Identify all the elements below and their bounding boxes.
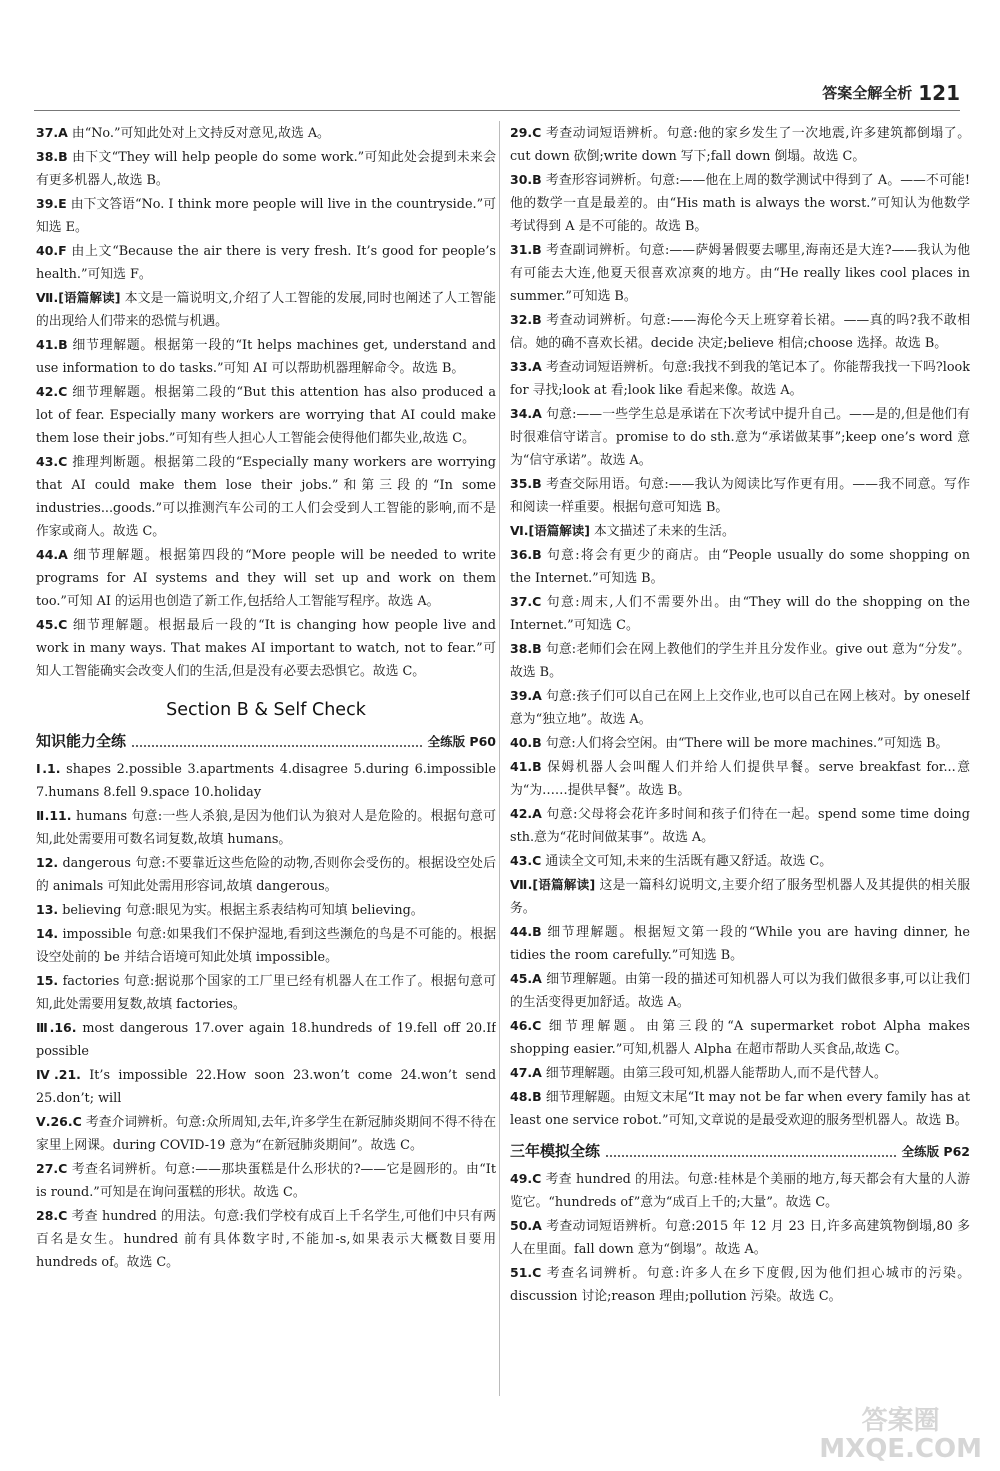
header-brand: 答案全解全析 (822, 84, 913, 102)
answer-explanation: 本文是一篇说明文,介绍了人工智能的发展,同时也阐述了人工智能的出现给人们带来的恐慌与机遇。 (36, 291, 496, 329)
answer-number: 37.C (510, 594, 542, 609)
answer-item (510, 168, 970, 238)
answer-number: 43.C (510, 853, 542, 868)
answer-item (36, 380, 496, 450)
page-number: 121 (918, 81, 960, 105)
answer-explanation: 考查 hundred 的用法。句意:桂林是个美丽的地方,每天都会有大量的人游览它。“hundreds of”意为“成百上千的;大量”。故选 C。 (510, 1172, 970, 1210)
answer-explanation: 推理判断题。根据第二段的“Especially many workers are worrying that AI could make them lose their jobs.”和第三段的“In some industries...goods.”可以推测汽车公司的工人们会受到人工智能的影响,而不是作家或商人。故选 C。 (36, 455, 496, 539)
section-bar-three-year (510, 1140, 970, 1163)
answer-number: 35.B (510, 476, 542, 491)
answer-number: 36.B (510, 547, 542, 562)
answer-number: Ⅶ.[语篇解读] (510, 877, 596, 892)
left-answer-list (36, 121, 496, 683)
answer-explanation: 通读全文可知,未来的生活既有趣又舒适。故选 C。 (541, 854, 833, 869)
answer-item (36, 543, 496, 613)
answer-explanation: 考查动词短语辨析。句意:他的家乡发生了一次地震,许多建筑都倒塌了。cut down 砍倒;write down 写下;fall down 倒塌。故选 C。 (510, 126, 970, 164)
answer-number: 13. (36, 902, 59, 917)
bar-reference: 全练版 P62 (901, 1144, 970, 1159)
answer-number: Ⅳ.21. (36, 1067, 81, 1082)
answer-number: 39.A (510, 688, 542, 703)
answer-number: 32.B (510, 312, 542, 327)
answer-number: 31.B (510, 242, 542, 257)
answer-explanation: 句意:周末,人们不需要外出。由“They will do the shopping on the Internet.”可知选 C。 (510, 595, 970, 633)
answer-explanation: 句意:将会有更少的商店。由“People usually do some shopping on the Internet.”可知选 B。 (510, 548, 970, 586)
answer-explanation: 考查形容词辨析。句意:——他在上周的数学测试中得到了 A。——不可能!他的数学一直是最差的。由“His math is always the worst.”可知认为他数学考试得到 A 是不可能的。故选 B。 (510, 173, 970, 234)
answer-number: Ⅲ.16. (36, 1020, 77, 1035)
answer-item (510, 1261, 970, 1308)
answer-number: 38.B (36, 149, 68, 164)
answer-explanation: 由“No.”可知此处对上文持反对意见,故选 A。 (67, 126, 330, 141)
answer-number: 42.C (36, 384, 68, 399)
answer-item (36, 333, 496, 380)
dotted-leader (132, 745, 422, 747)
answer-number: 44.A (36, 547, 68, 562)
answer-item (36, 145, 496, 192)
answer-number: Ⅵ.[语篇解读] (510, 523, 590, 538)
answer-explanation: 细节理解题。根据第一段的“It helps machines get, understand and use information to do tasks.”可知 AI 可以帮助机器理解命令。故选 B。 (36, 338, 496, 376)
answer-number: 50.A (510, 1218, 542, 1233)
answer-item (510, 121, 970, 168)
answer-number: 40.F (36, 243, 67, 258)
answer-item (36, 1157, 496, 1204)
answer-explanation: 考查名词辨析。句意:许多人在乡下度假,因为他们担心城市的污染。discussion 讨论;reason 理由;pollution 污染。故选 C。 (510, 1266, 970, 1304)
answer-item (510, 684, 970, 731)
answer-item (510, 238, 970, 308)
answer-explanation: 考查 hundred 的用法。句意:我们学校有成百上千名学生,可他们中只有两百名是女生。hundred 前有具体数字时,不能加-s,如果表示大概数目要用 hundreds of。故选 C。 (36, 1209, 496, 1270)
answer-item (510, 755, 970, 802)
answer-item (510, 1061, 970, 1085)
right-column (510, 121, 970, 1396)
answer-item (510, 1014, 970, 1061)
page-header (822, 82, 960, 105)
answer-explanation: 句意:老师们会在网上教他们的学生并且分发作业。give out 意为“分发”。故选 B。 (510, 642, 970, 680)
answer-explanation: 这是一篇科幻说明文,主要介绍了服务型机器人及其提供的相关服务。 (510, 878, 970, 916)
answer-explanation: 细节理解题。根据第二段的“But this attention has also produced a lot of fear. Especially many workers are worrying that AI could make them lose their jobs.”可知有些人担心人工智能会使得他们都失业,故选 C。 (36, 385, 496, 446)
right-answer-list-2 (510, 1167, 970, 1308)
answer-item (510, 802, 970, 849)
answer-explanation: 句意:父母将会花许多时间和孩子们待在一起。spend some time doing sth.意为“花时间做某事”。故选 A。 (510, 807, 970, 845)
answer-explanation: 细节理解题。由短文末尾“It may not be far when every family has at least one service robot.”可知,文章说的是最受欢迎的服务型机器人。故选 B。 (510, 1090, 970, 1128)
answer-explanation: 细节理解题。根据短文第一段的“While you are having dinner, he tidies the room carefully.”可知选 B。 (510, 925, 970, 963)
answer-item (36, 286, 496, 333)
answer-item (36, 922, 496, 969)
answer-explanation: 细节理解题。由第三段可知,机器人能帮助人,而不是代替人。 (541, 1066, 887, 1081)
answer-number: 48.B (510, 1089, 542, 1104)
answer-number: 47.A (510, 1065, 542, 1080)
answer-number: 39.E (36, 196, 67, 211)
answer-number: Ⅶ.[语篇解读] (36, 290, 121, 305)
answer-item (36, 757, 496, 804)
answer-number: 27.C (36, 1161, 68, 1176)
answer-number: 28.C (36, 1208, 68, 1223)
answer-item (510, 519, 970, 543)
header-rule (34, 110, 960, 111)
answer-explanation: 考查介词辨析。句意:众所周知,去年,许多学生在新冠肺炎期间不得不待在家里上网课。during COVID-19 意为“在新冠肺炎期间”。故选 C。 (36, 1115, 496, 1153)
answer-explanation: 考查副词辨析。句意:——萨姆暑假要去哪里,海南还是大连?——我认为他有可能去大连,他夏天很喜欢凉爽的地方。由“He really likes cool places in summer.”可知选 B。 (510, 243, 970, 304)
answer-explanation: humans 句意:一些人杀狼,是因为他们认为狼对人是危险的。根据句意可知,此处需要用可数名词复数,故填 humans。 (36, 809, 496, 847)
answer-explanation: 保姆机器人会叫醒人们并给人们提供早餐。serve breakfast for...意为“为……提供早餐”。故选 B。 (510, 760, 970, 798)
answer-explanation: believing 句意:眼见为实。根据主系表结构可知填 believing。 (58, 903, 424, 918)
answer-explanation: 考查动词短语辨析。句意:我找不到我的笔记本了。你能帮我找一下吗?look for 寻找;look at 看;look like 看起来像。故选 A。 (510, 360, 970, 398)
bar-reference: 全练版 P60 (427, 734, 496, 749)
column-divider (499, 121, 500, 1396)
answer-explanation: dangerous 句意:不要靠近这些危险的动物,否则你会受伤的。根据设空处后的 animals 可知此处需用形容词,故填 dangerous。 (36, 856, 496, 894)
answer-number: 12. (36, 855, 59, 870)
dotted-leader (606, 1155, 896, 1157)
answer-explanation: 句意:——一些学生总是承诺在下次考试中提升自己。——是的,但是他们有时很难信守诺言。promise to do sth.意为“承诺做某事”;keep one’s word 意为“信守承诺”。故选 A。 (510, 407, 970, 468)
answer-item (510, 849, 970, 873)
answer-number: 45.C (36, 617, 68, 632)
answer-explanation: It’s impossible 22.How soon 23.won’t come 24.won’t send 25.don’t; will (36, 1068, 496, 1106)
answer-item (36, 192, 496, 239)
left-answer-list-2 (36, 757, 496, 1274)
answer-item (510, 543, 970, 590)
watermark-logo (819, 1407, 982, 1463)
answer-item (510, 472, 970, 519)
answer-number: 30.B (510, 172, 542, 187)
answer-item (36, 613, 496, 683)
answer-explanation: 由下文答语“No. I think more people will live in the countryside.”可知选 E。 (36, 197, 496, 235)
answer-item (36, 1063, 496, 1110)
answer-number: 41.B (510, 759, 542, 774)
answer-item (36, 1110, 496, 1157)
answer-number: 15. (36, 973, 59, 988)
answer-item (510, 637, 970, 684)
answer-number: 29.C (510, 125, 542, 140)
answer-explanation: 考查交际用语。句意:——我认为阅读比写作更有用。——我不同意。写作和阅读一样重要。根据句意可知选 B。 (510, 477, 970, 515)
answer-item (36, 239, 496, 286)
answer-item (510, 1085, 970, 1132)
answer-number: 38.B (510, 641, 542, 656)
answer-item (510, 355, 970, 402)
answer-explanation: 考查名词辨析。句意:——那块蛋糕是什么形状的?——它是圆形的。由“It is round.”可知是在询问蛋糕的形状。故选 C。 (36, 1162, 496, 1200)
bar-label: 知识能力全练 (36, 732, 127, 750)
answer-explanation: 本文描述了未来的生活。 (589, 524, 735, 539)
answer-item (510, 967, 970, 1014)
answer-item (36, 804, 496, 851)
answer-number: 37.A (36, 125, 68, 140)
answer-item (36, 450, 496, 543)
answer-number: Ⅰ.1. (36, 761, 61, 776)
answer-item (510, 920, 970, 967)
answer-explanation: 细节理解题。由第一段的描述可知机器人可以为我们做很多事,可以让我们的生活变得更加舒适。故选 A。 (510, 972, 970, 1010)
answer-number: 40.B (510, 735, 542, 750)
answer-number: 14. (36, 926, 59, 941)
answer-explanation: most dangerous 17.over again 18.hundreds of 19.fell off 20.If possible (36, 1021, 496, 1059)
answer-number: 46.C (510, 1018, 542, 1033)
answer-explanation: 细节理解题。根据第四段的“More people will be needed to write programs for AI systems and they will set up and work on them too.”可知 AI 的运用也创造了新工作,包括给人工智能写程序。故选 A。 (36, 548, 496, 609)
watermark-line: MXQE.COM (819, 1434, 982, 1464)
answer-explanation: 由下文“They will help people do some work.”可知此处会提到未来会有更多机器人,故选 B。 (36, 150, 496, 188)
left-column (36, 121, 496, 1396)
answer-number: Ⅱ.11. (36, 808, 72, 823)
answer-explanation: 细节理解题。根据最后一段的“It is changing how people live and work in many ways. That makes AI important to watch, not to fear.”可知人工智能确实会改变人们的生活,但是没有必要去恐惧它。故选 C。 (36, 618, 496, 679)
answer-number: 34.A (510, 406, 542, 421)
answer-number: 41.B (36, 337, 68, 352)
answer-item (510, 731, 970, 755)
answer-number: 44.B (510, 924, 542, 939)
answer-explanation: factories 句意:据说那个国家的工厂里已经有机器人在工作了。根据句意可知,此处需要用复数,故填 factories。 (36, 974, 496, 1012)
section-bar-knowledge (36, 730, 496, 753)
answer-explanation: 由上文“Because the air there is very fresh. It’s good for people’s health.”可知选 F。 (36, 244, 496, 282)
answer-number: 42.A (510, 806, 542, 821)
right-answer-list (510, 121, 970, 1132)
answer-explanation: 句意:人们将会空闲。由“There will be more machines.”可知选 B。 (541, 736, 949, 751)
answer-item (36, 1016, 496, 1063)
answer-explanation: 句意:孩子们可以自己在网上上交作业,也可以自己在网上核对。by oneself 意为“独立地”。故选 A。 (510, 689, 970, 727)
answer-explanation: impossible 句意:如果我们不保护湿地,看到这些濒危的鸟是不可能的。根据设空处前的 be 并结合语境可知此处填 impossible。 (36, 927, 496, 965)
watermark-line: 答案圈 (861, 1406, 940, 1436)
answer-explanation: 考查动词辨析。句意:——海伦今天上班穿着长裙。——真的吗?我不敢相信。她的确不喜欢长裙。decide 决定;believe 相信;choose 选择。故选 B。 (510, 313, 970, 351)
answer-item (510, 873, 970, 920)
answer-number: 43.C (36, 454, 68, 469)
section-title: Section B & Self Check (166, 700, 366, 720)
bar-label: 三年模拟全练 (510, 1142, 601, 1160)
answer-item (510, 1167, 970, 1214)
answer-item (36, 898, 496, 922)
answer-item (36, 121, 496, 145)
answer-item (510, 590, 970, 637)
answer-number: 33.A (510, 359, 542, 374)
answer-explanation: 细节理解题。由第三段的“A supermarket robot Alpha makes shopping easier.”可知,机器人 Alpha 在超市帮助人买食品,故选 C。 (510, 1019, 970, 1057)
answer-item (36, 851, 496, 898)
answer-number: 51.C (510, 1265, 542, 1280)
answer-item (36, 969, 496, 1016)
answer-explanation: 考查动词短语辨析。句意:2015 年 12 月 23 日,许多高建筑物倒塌,80 多人在里面。fall down 意为“倒塌”。故选 A。 (510, 1219, 970, 1257)
answer-item (510, 1214, 970, 1261)
answer-item (510, 308, 970, 355)
answer-item (36, 1204, 496, 1274)
answer-number: 45.A (510, 971, 542, 986)
answer-item (510, 402, 970, 472)
answer-number: Ⅴ.26.C (36, 1114, 82, 1129)
answer-number: 49.C (510, 1171, 542, 1186)
answer-explanation: shapes 2.possible 3.apartments 4.disagree 5.during 6.impossible 7.humans 8.fell 9.space 10.holiday (36, 762, 496, 800)
